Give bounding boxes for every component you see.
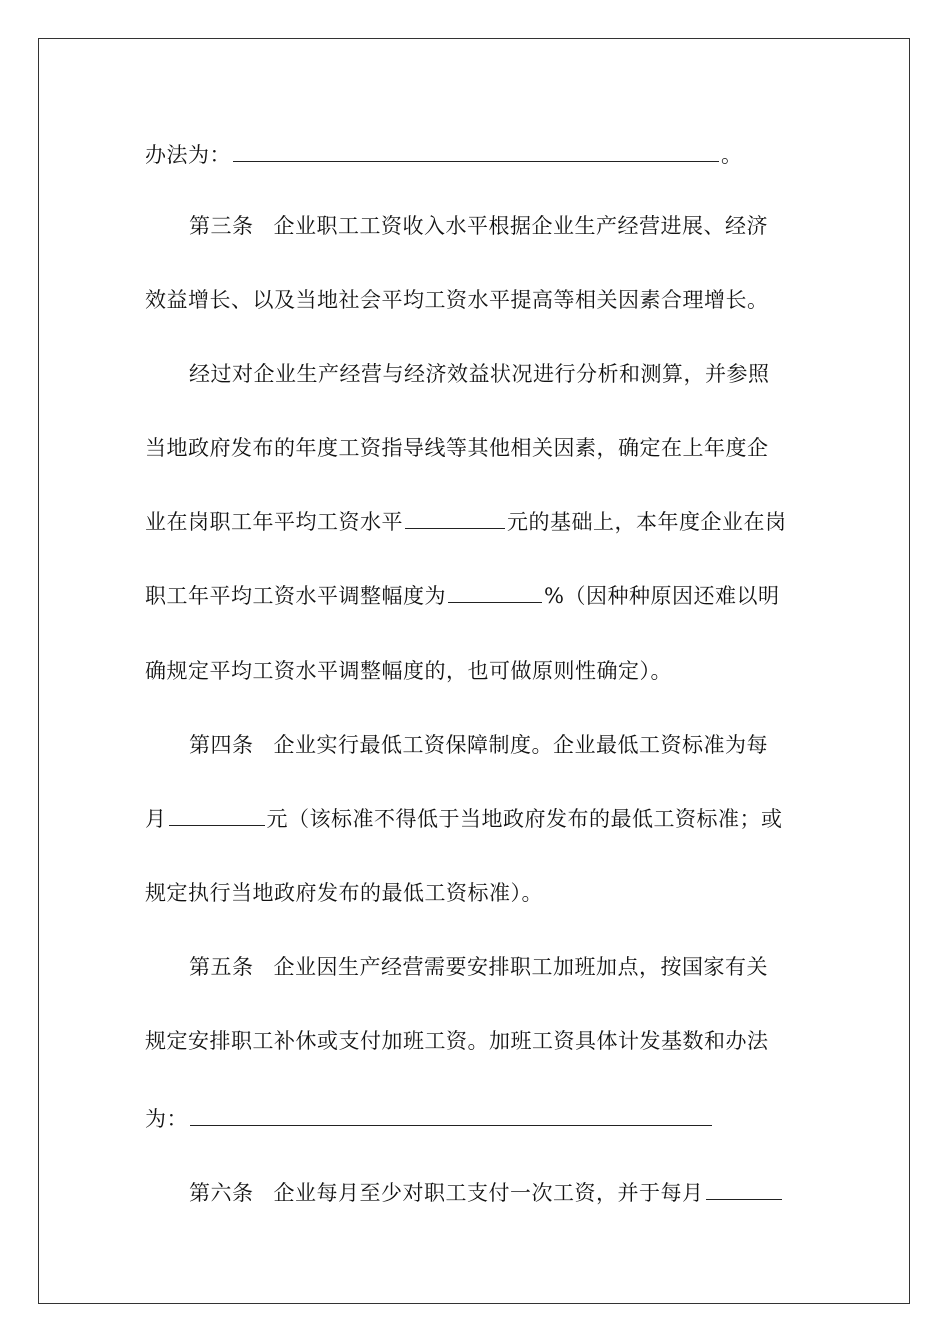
line-text: 确规定平均工资水平调整幅度的，也可做原则性确定）。	[145, 659, 672, 683]
article-number: 第六条	[189, 1181, 254, 1205]
text-line	[145, 359, 869, 389]
text-line	[145, 1104, 825, 1134]
fill-blank	[190, 1105, 712, 1126]
line-text: 效益增长、以及当地社会平均工资水平提高等相关因素合理增长。	[145, 288, 769, 312]
text-line	[145, 581, 825, 611]
text-line	[145, 804, 825, 834]
text-line	[145, 656, 825, 686]
line-text: 职工年平均工资水平调整幅度为	[145, 584, 446, 608]
line-text: 当地政府发布的年度工资指导线等其他相关因素，确定在上年度企	[145, 436, 769, 460]
text-line	[145, 211, 869, 241]
line-text: 规定安排职工补休或支付加班工资。加班工资具体计发基数和办法	[145, 1029, 769, 1053]
text-line	[145, 140, 825, 170]
fill-blank	[448, 582, 542, 603]
text-line	[145, 952, 869, 982]
article-number: 第三条	[189, 214, 254, 238]
text-line	[145, 1178, 869, 1208]
line-text: 规定执行当地政府发布的最低工资标准）。	[145, 881, 543, 905]
line-text: 元的基础上，本年度企业在岗	[507, 510, 787, 534]
text-line	[145, 433, 825, 463]
fill-blank	[233, 141, 719, 162]
line-text: 。	[721, 143, 743, 167]
line-text: 企业实行最低工资保障制度。企业最低工资标准为每	[273, 733, 768, 757]
line-text: 经过对企业生产经营与经济效益状况进行分析和测算，并参照	[189, 362, 770, 386]
line-text: 业在岗职工年平均工资水平	[145, 510, 403, 534]
line-text: 月	[145, 807, 167, 831]
line-text: 企业职工工资收入水平根据企业生产经营进展、经济	[273, 214, 768, 238]
line-text: 企业每月至少对职工支付一次工资，并于每月	[273, 1181, 704, 1205]
line-text: 企业因生产经营需要安排职工加班加点，按国家有关	[273, 955, 768, 979]
line-text: 为：	[145, 1107, 188, 1131]
text-line	[145, 285, 825, 315]
text-line	[145, 507, 825, 537]
text-line	[145, 730, 869, 760]
text-line	[145, 1026, 825, 1056]
fill-blank	[169, 805, 265, 826]
article-number: 第五条	[189, 955, 254, 979]
line-text: %（因种种原因还难以明	[544, 584, 780, 608]
line-text: 元（该标准不得低于当地政府发布的最低工资标准；或	[266, 807, 783, 831]
line-text: 办法为：	[145, 143, 231, 167]
fill-blank	[405, 508, 505, 529]
text-line	[145, 878, 825, 908]
fill-blank	[706, 1179, 782, 1200]
article-number: 第四条	[189, 733, 254, 757]
